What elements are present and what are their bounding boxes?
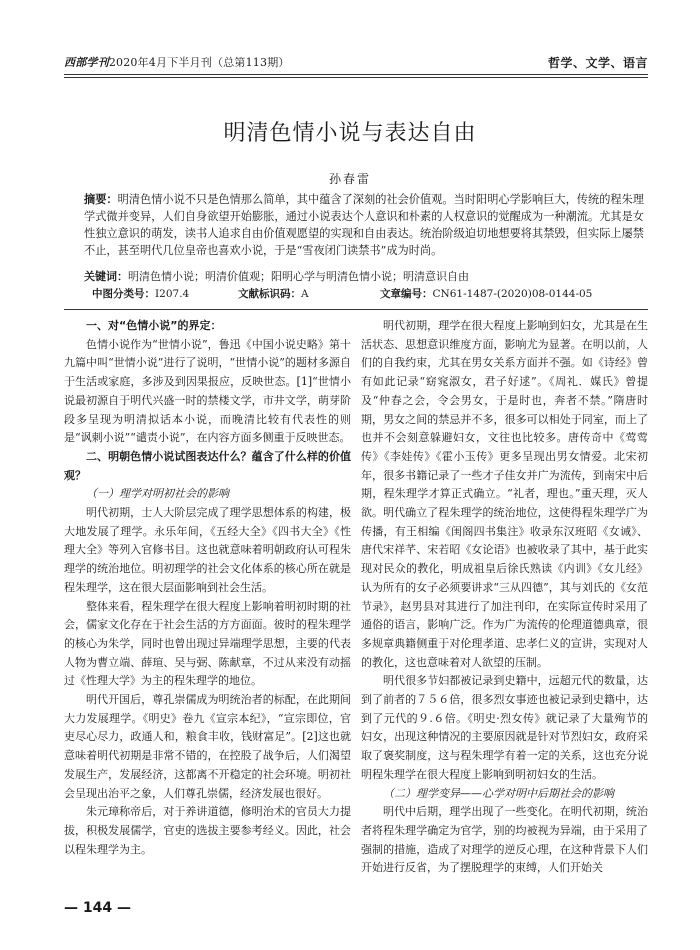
journal-name: 西部学刊 bbox=[64, 56, 109, 69]
article-title: 明清色情小说与表达自由 bbox=[223, 121, 477, 146]
paragraph: 明代初期，士人大阶层完成了理学思想体系的构建，极大地发展了理学。永乐年间，《五经大全》《四书大全》《性理大全》等列入官修书目。这也就意味着明朝政府认可程朱理学的统治地位。明初理学的社会文化体系的核心所在就是程朱理学，这在很大层面影响到社会生活。 bbox=[64, 506, 351, 594]
running-header bbox=[64, 52, 648, 72]
issue-info: 2020年4月下半月刊（总第113期） bbox=[108, 56, 290, 69]
keywords-text: 明清色情小说；明清价值观；阳明心学与明清色情小说；明清意识自由 bbox=[128, 270, 469, 283]
doc-code-label: 文献标识码： bbox=[238, 288, 301, 300]
page-number: — 144 — bbox=[64, 900, 131, 916]
paragraph: 明代很多节妇都被记录到史籍中，远超元代的数量，达到了前者的７５６倍，很多烈女事迹也被记录到史籍中，达到了元代的９.６倍。《明史·烈女传》就记录了大量殉节的妇女，出现这种情况的主要原因就是针对节烈妇女，政府采取了褒奖制度，这与程朱理学有着一定的关系，这也充分说明程朱理学在很大程度上影响到明初妇女的生活。 bbox=[361, 674, 648, 781]
right-column bbox=[361, 317, 648, 878]
section-heading-1: 一、对“色情小说”的界定： bbox=[86, 319, 222, 332]
abstract-text: 明清色情小说不只是色情那么简单，其中蕴含了深刻的社会价值观。当时阳明心学影响巨大，传统的程朱理学式微并变异，人们自身欲望开始膨胀，通过小说表达个人意识和朴素的人权意识的觉醒成为一种潮流。尤其是女性独立意识的萌发，读书人追求自由价值观愿望的实现和自由表达。统治阶级迫切地想要将其禁毁，但实际上屡禁不止，甚至明代几位皇帝也喜欢小说，于是“雪夜闭门读禁书”成为时尚。 bbox=[84, 193, 644, 257]
paragraph: 明代中后期，理学出现了一些变化。在明代初期，统治者将程朱理学确定为官学，别的均被视为异端，由于采用了强制的措施，造成了对理学的逆反心理，在这种背景下人们开始进行反省，为了摆脱理学的束缚，人们开始关 bbox=[361, 805, 648, 875]
paragraph: 整体来看，程朱理学在很大程度上影响着明初时期的社会，儒家文化存在于社会生活的方方面面。彼时的程朱理学的核心为朱学，同时也曾出现过异端理学思想，主要的代表人物为曹立端、薛瑄、吴与弼、陈献章，不过从来没有动摇过《性理大学》为主的程朱理学的地位。 bbox=[64, 599, 351, 688]
section-name: 哲学、文学、语言 bbox=[547, 56, 648, 70]
abstract-label: 摘要： bbox=[84, 193, 118, 206]
article-no-value: CN61-1487-(2020)08-0144-05 bbox=[432, 288, 593, 300]
paragraph: 朱元璋称帝后，对于养讲道德，修明治术的官员大力提拔，积极发展儒学，官吏的选拔主要参考经义。因此，社会以程朱理学为主。 bbox=[64, 805, 351, 856]
paragraph: 明代开国后，尊孔崇儒成为明统治者的标配，在此期间大力发展理学。《明史》卷九《宣宗本纪》，“宣宗即位，官吏尽心尽力，政通人和，粮食丰收，钱财富足”。[2]这也就意味着明代初期是非常不错的，在控股了战争后，人们渴望发展生产，发展经济，这都离不开稳定的社会环境。明初社会呈现出治平之象，人们尊孔崇儒，经济发展也很好。 bbox=[64, 693, 351, 800]
subsection-heading: （一）理学对明初社会的影响 bbox=[86, 487, 229, 501]
article-no-label: 文章编号： bbox=[380, 288, 433, 300]
journal-issue-line bbox=[64, 54, 290, 70]
header-rule-thin bbox=[64, 77, 648, 78]
paragraph: 色情小说作为“世情小说”，鲁迅《中国小说史略》第十九篇中叫“世情小说”进行了说明，“世情小说”的题材多源自于生活或家庭，多涉及到因果报应，反映世态。[1]“世情小说最初源自于明代兴盛一时的禁楼文学，市井文学，萌芽阶段多呈现为明清拟话本小说，而晚清比较有代表性的则是“讽刺小说”“谴责小说”，在内容方面多侧重于反映世态。 bbox=[64, 337, 351, 445]
section-heading-2: 二、明朝色情小说试图表达什么？蕴含了什么样的价值观？ bbox=[64, 449, 351, 482]
abstract-rule bbox=[64, 309, 648, 310]
keywords bbox=[84, 268, 644, 285]
doc-code-value: A bbox=[301, 288, 309, 300]
abstract bbox=[84, 191, 644, 259]
clc-label: 中图分类号： bbox=[92, 288, 155, 300]
keywords-label: 关键词： bbox=[84, 270, 128, 283]
clc-number bbox=[92, 286, 189, 301]
document-code bbox=[238, 286, 309, 301]
paragraph: 明代初期，理学在很大程度上影响到妇女，尤其是在生活状态、思想意识维度方面，影响尤为显著。在明以前，人们的自我约束，尤其在男女关系方面并不强。如《诗经》曾有如此记录“窈窕淑女，君子好逑”。《周礼．媒氏》曾提及“仲春之会，令会男女，于是时也，奔者不禁。”隋唐时期，男女之间的禁忌并不多，很多可以相处于同室，而上了也并不会刻意躲避妇女，文往也比较多。唐传奇中《莺莺传》《李娃传》《霍小玉传》更多呈现出男女情爱。北宋初年，很多书籍记录了一些才子佳女并广为流传，到南宋中后期，程朱理学才算正式确立。“礼者，理也。”重天理，灭人欲。明代确立了程朱理学的统治地位，这使得程朱理学广为传播，有王相编《闺阁四书集注》收录东汉班昭《女诫》、唐代宋祥芊、宋若昭《女论语》也被收录了其中，基于此实现对民众的教化，明成祖皇后徐氏熟读《内训》《女儿经》认为所有的女子必须要讲求“三从四德”，其与刘氏的《女范节录》，赵男县对其进行了加注刊印，在实际宣传时采用了通俗的语言，影响广泛。作为广为流传的伦理道德典章，很多规章典籍侧重于对伦理孝道、忠孝仁义的宣讲，实现对人的教化，这也意味着对人欲望的压制。 bbox=[361, 319, 648, 669]
subsection-heading: （二）理学变异——心学对明中后期社会的影响 bbox=[383, 786, 614, 800]
header-rule bbox=[64, 74, 648, 75]
article-author: 孙春雷 bbox=[328, 172, 371, 186]
article-number bbox=[380, 286, 592, 301]
clc-value: I207.4 bbox=[155, 288, 190, 300]
left-column bbox=[64, 317, 351, 859]
